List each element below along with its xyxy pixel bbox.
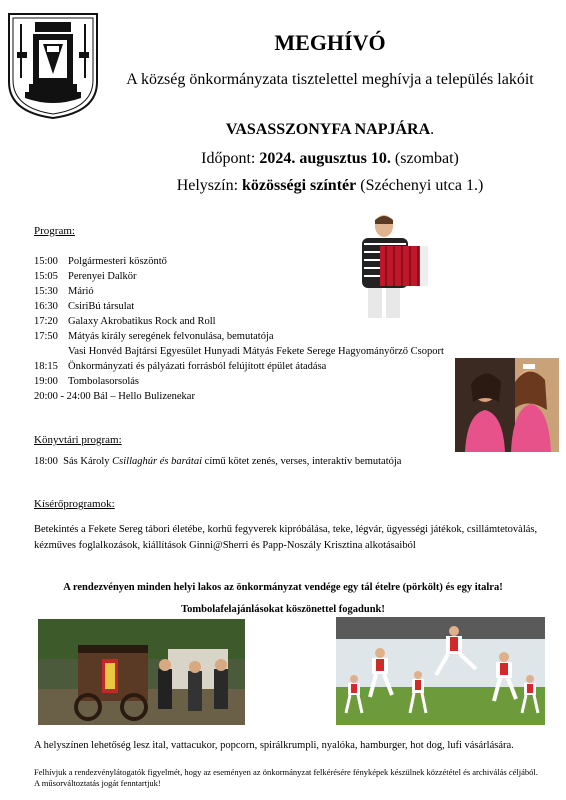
program-heading: Program: — [34, 225, 75, 237]
place-address: (Széchenyi utca 1.) — [356, 177, 484, 194]
program-item — [34, 329, 444, 344]
folk-dancers-photo — [336, 617, 545, 725]
photo-notice: Felhívjuk a rendezvénylátogatók figyelmét, hogy az eseményen az önkormányzat felkérésére fényképek készülnek közzététel és archiválás céljából. A műsorváltoztatás jogát fenntartjuk! — [34, 767, 538, 788]
time-value: 2024. augusztus 10. — [259, 150, 391, 167]
program-text: CsiriBú társulat — [68, 301, 135, 312]
place-label: Helyszín: — [176, 177, 243, 194]
program-item — [34, 344, 444, 359]
program-text: Önkormányzati és pályázati forrásból felújított épület átadása — [68, 361, 327, 372]
program-item — [34, 359, 444, 374]
accordion-player-photo — [350, 212, 440, 320]
program-item — [34, 374, 444, 389]
program-text: 20:00 - 24:00 Bál – Hello Bulizenekar — [34, 391, 195, 402]
program-time: 19:00 — [34, 376, 58, 387]
program-time: 15:00 — [34, 256, 58, 267]
library-program — [34, 456, 401, 467]
food-info: A helyszínen lehetőség lesz ital, vattacukor, popcorn, spirálkrumpli, nyalóka, hamburger, hot dog, lufi vásárlására. — [34, 740, 514, 751]
library-author: Sás Károly — [63, 456, 110, 467]
coat-of-arms-logo — [7, 12, 99, 120]
program-text: Vasi Honvéd Bajtársi Egyesület Hunyadi Mátyás Fekete Serege Hagyományőrző Csoport — [68, 346, 444, 357]
time-label: Időpont: — [201, 150, 260, 167]
program-item — [34, 389, 444, 404]
program-time: 17:50 — [34, 331, 58, 342]
program-time: 15:05 — [34, 271, 58, 282]
program-text: Mátyás király seregének felvonulása, bemutatója — [68, 331, 274, 342]
library-time: 18:00 — [34, 456, 58, 467]
program-text: Polgármesteri köszöntő — [68, 256, 167, 267]
program-text: Tombolasorsolás — [68, 376, 140, 387]
page-title: MEGHÍVÓ — [274, 30, 386, 55]
event-name-dot: . — [430, 121, 435, 138]
medieval-camp-photo — [38, 619, 245, 725]
event-name-text: VASASSZONYFA NAPJÁRA — [225, 121, 431, 138]
program-time — [34, 344, 68, 359]
event-time — [100, 150, 560, 168]
program-time: 18:15 — [34, 361, 58, 372]
library-description: című kötet zenés, verses, interaktív bemutatója — [204, 456, 402, 467]
place-value: közösségi színtér — [242, 177, 357, 194]
program-time: 16:30 — [34, 301, 58, 312]
program-time: 17:20 — [34, 316, 58, 327]
tombola-note: Tombolafelajánlásokat köszönettel fogadunk! — [181, 604, 385, 615]
program-text: Perenyei Dalkör — [68, 271, 137, 282]
time-day: (szombat) — [390, 150, 459, 167]
library-book-title: Csillaghúr és barátai — [112, 456, 203, 467]
event-place — [100, 177, 560, 195]
program-time: 15:30 — [34, 286, 58, 297]
singers-photo — [455, 358, 559, 452]
guest-note: A rendezvényen minden helyi lakos az önkormányzat vendége egy tál ételre (pörkölt) és egy italra! — [63, 582, 503, 593]
program-text: Márió — [68, 286, 94, 297]
event-name — [100, 121, 560, 139]
side-programs-heading: Kísérőprogramok: — [34, 498, 115, 510]
program-text: Galaxy Akrobatikus Rock and Roll — [68, 316, 216, 327]
library-heading: Könyvtári program: — [34, 434, 122, 446]
side-programs-text: Betekintés a Fekete Sereg tábori életébe, korhű fegyverek kipróbálása, teke, légvár, ügyességi játékok, csillámtetovàlás, kézműves foglalkozások, kiállítások Ginni@Sherri és Papp-Noszály Krisztina alkotásaiból — [34, 524, 538, 551]
invitation-intro: A község önkormányzata tisztelettel meghívja a település lakóit — [126, 71, 534, 88]
